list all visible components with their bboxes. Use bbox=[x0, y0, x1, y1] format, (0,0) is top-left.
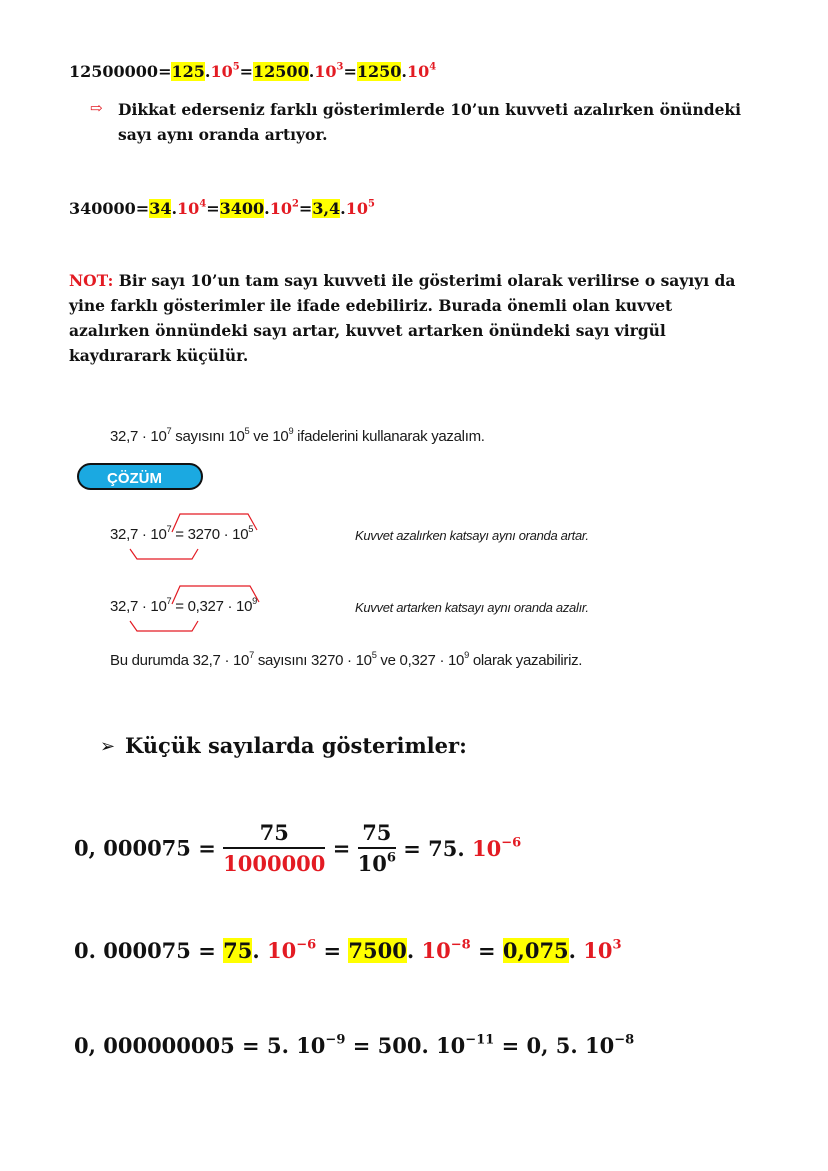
equation-line-2: $340000=34.10^4=3400.10^2=3,4.10^5$ bbox=[69, 198, 375, 218]
bullet-text: Dikkat ederseniz farklı gösterimlerde 10’un kuvveti azalırken önündeki sayı aynı oranda artıyor. bbox=[118, 100, 742, 144]
fraction-1: $\frac{75}{1000000}$ bbox=[223, 820, 326, 876]
solution-row-2: $32,7 \cdot 10^7 = 0,327 \cdot 10^9$ bbox=[110, 596, 258, 615]
row-2-arrows bbox=[100, 580, 280, 640]
equation-line-1: $12500000=125.10^5=12500.10^3=1250.10^4$ bbox=[69, 61, 437, 81]
note-label: NOT: bbox=[69, 271, 114, 290]
solution-row-1: $32,7 \cdot 10^7 = 3270 \cdot 10^5$ bbox=[110, 524, 254, 543]
fraction-2: $\frac{75}{10^6}$ bbox=[357, 820, 396, 876]
section-heading: Küçük sayılarda gösterimler: bbox=[125, 733, 467, 758]
row-2-note: Kuvvet artarken katsayı aynı oranda azalır. bbox=[355, 600, 589, 615]
arrowhead-bullet-icon: ➢ bbox=[100, 736, 116, 757]
math-line-3: 0, 000000005 = 5. $10^{-9} = 500$. $10^{-11} = 0$, 5. $10^{-8}$ bbox=[74, 1032, 635, 1058]
row-1-note: Kuvvet azalırken katsayı aynı oranda artar. bbox=[355, 528, 589, 543]
lower-bracket-2 bbox=[130, 621, 198, 631]
row-1-arrows bbox=[100, 508, 280, 568]
example-question: $32,7 \cdot 10^7$ sayısını $10^5$ ve $10^9$ ifadelerini kullanarak yazalım. bbox=[110, 426, 485, 445]
solution-badge: ÇÖZÜM bbox=[77, 463, 203, 490]
example-conclusion: Bu durumda $32,7 \cdot 10^7$ sayısını $3270 \cdot 10^5$ ve $0,327 \cdot 10^9$ olarak yazabiliriz. bbox=[110, 650, 583, 669]
bullet-arrow-icon: ⇨ bbox=[90, 99, 103, 117]
note-paragraph: NOT: Bir sayı 10’un tam sayı kuvveti ile gösterimi olarak verilirse o sayıyı da yine farklı gösterimler ile ifade edebiliriz. Burada önemli olan kuvvet azalırken önnündeki sayı artar, kuvvet artarken önündeki sayı virgül kaydırarark küçülür. bbox=[69, 271, 736, 365]
math-line-2: 0. 000075 = 75. $10^{-6} = 7500$. $10^{-8} = 0,075$. $10^3$ bbox=[74, 937, 622, 963]
math-line-1: 0, 000075 = $\frac{75}{1000000}$ = $\frac{75}{10^6}$ = 75. $10^{-6}$ bbox=[74, 820, 522, 876]
upper-bracket-2 bbox=[172, 586, 259, 604]
upper-bracket-1 bbox=[172, 514, 257, 532]
lower-bracket-1 bbox=[130, 549, 198, 559]
